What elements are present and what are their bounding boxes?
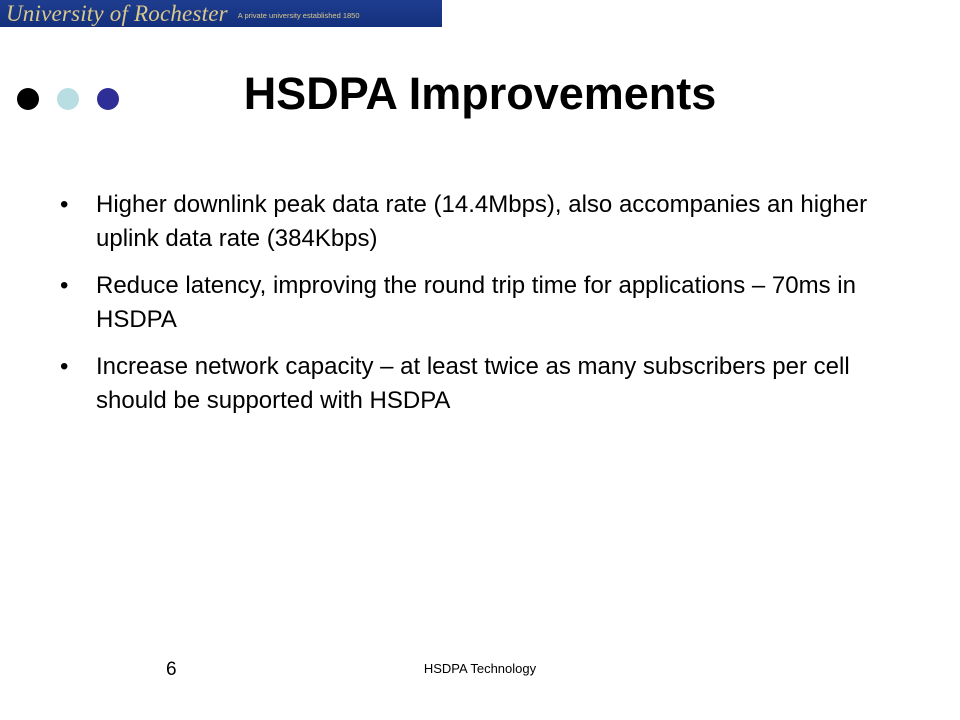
black-dot-icon <box>17 88 39 110</box>
bullet-marker-icon: • <box>60 272 69 299</box>
bullet-text: Reduce latency, improving the round trip time for applications – 70ms in HSDPA <box>96 272 856 333</box>
bullet-item <box>60 269 880 337</box>
slide-footer: HSDPA Technology <box>423 661 537 676</box>
decorative-dots <box>17 88 127 112</box>
bullet-marker-icon: • <box>60 191 69 218</box>
bullet-text: Increase network capacity – at least twice as many subscribers per cell should be supported with HSDPA <box>96 353 850 414</box>
bullet-list <box>60 188 880 431</box>
banner-university-name: University of Rochester <box>6 1 228 26</box>
dark-blue-dot-icon <box>97 88 119 110</box>
university-banner-logo <box>0 0 442 27</box>
light-blue-dot-icon <box>57 88 79 110</box>
slide-number: 6 <box>166 659 177 680</box>
bullet-item <box>60 188 880 256</box>
bullet-item <box>60 350 880 418</box>
bullet-text: Higher downlink peak data rate (14.4Mbps), also accompanies an higher uplink data rate (384Kbps) <box>96 191 868 252</box>
bullet-marker-icon: • <box>60 353 69 380</box>
slide-title: HSDPA Improvements <box>243 68 717 119</box>
banner-tagline: A private university established 1850 <box>237 10 360 20</box>
